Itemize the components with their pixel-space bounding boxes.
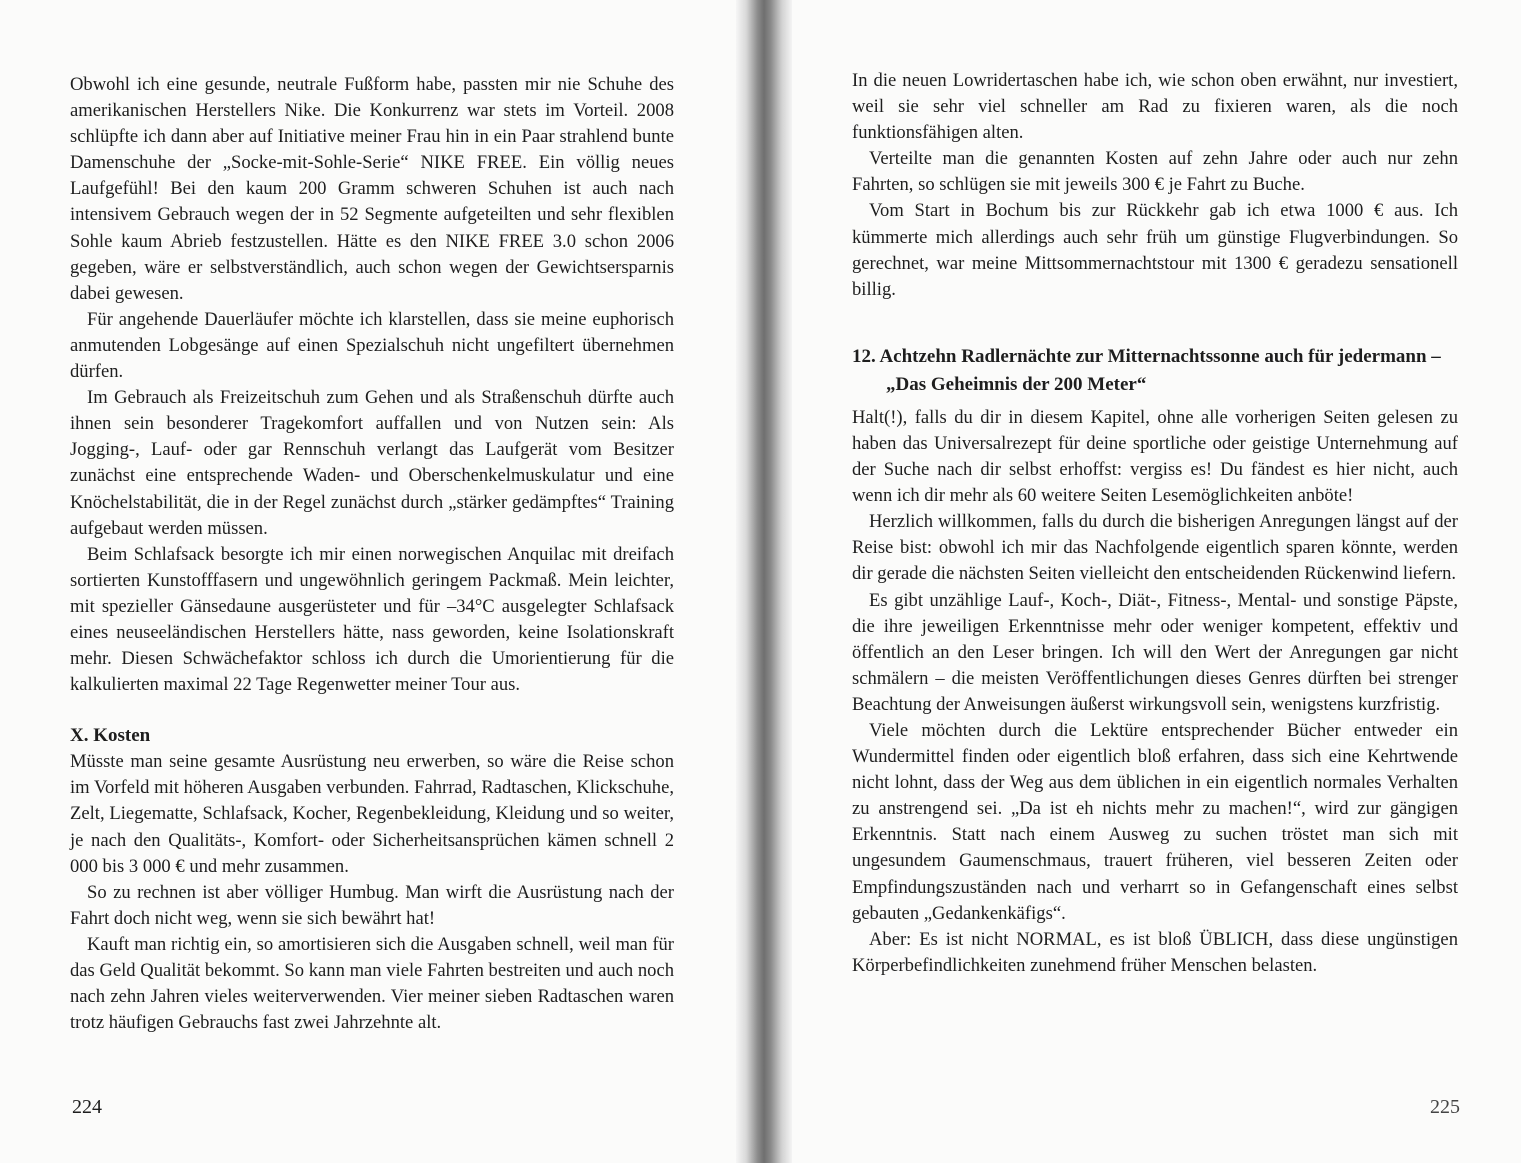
page-number: 224 [72, 1096, 102, 1118]
paragraph: Verteilte man die genannten Kosten auf zehn Jahre oder auch nur zehn Fahrten, so schlügen sie mit jeweils 300 € je Fahrt zu Buche. [852, 148, 1458, 196]
chapter-heading: 12. Achtzehn Radlernächte zur Mitternachtssonne auch für jedermann – „Das Geheimnis der 200 Meter“ [852, 345, 1441, 395]
paragraph: Müsste man seine gesamte Ausrüstung neu erwerben, so wäre die Reise schon im Vorfeld mit höheren Ausgaben verbunden. Fahrrad, Radtaschen, Klickschuhe, Zelt, Liegematte, Schlafsack, Kocher, Regenbekleidung, Kleidung und so weiter, je nach den Qualitäts-, Komfort- oder Sicherheitsansprüchen kämen schnell 2 000 bis 3 000 € und mehr zusammen. [70, 751, 674, 877]
paragraph: Im Gebrauch als Freizeitschuh zum Gehen und als Straßenschuh dürfte auch ihnen sein besonderer Tragekomfort auffallen und von Nutzen sein: Als Jogging-, Lauf- oder gar Rennschuh verlangt das Laufgerät vom Besitzer zunächst eine entsprechende Waden- und Oberschenkelmuskulatur und eine Knöchelstabilität, die in der Regel zunächst durch „stärker gedämpftes“ Training aufgebaut werden müssen. [70, 387, 674, 539]
paragraph: Kauft man richtig ein, so amortisieren sich die Ausgaben schnell, weil man für das Geld Qualität bekommt. So kann man viele Fahrten bestreiten und auch noch nach zehn Jahren vieles weiterverwenden. Vier meiner sieben Radtaschen waren trotz häufigen Gebrauchs fast zwei Jahrzehnte alt. [70, 933, 674, 1034]
paragraph: Viele möchten durch die Lektüre entsprechender Bücher entweder ein Wundermittel finden oder eigentlich bloß erfahren, dass sich eine Kehrtwende nicht lohnt, dass der Weg aus dem üblichen in ein eigentlich normales Verhalten zu anstrengend sei. „Da ist eh nichts mehr zu machen!“, wird zur gängigen Erkenntnis. Statt nach einem Ausweg zu suchen tröstet man sich mit ungesundem Gaumenschmaus, trauert früheren, viel besseren Zeiten oder Empfindungszuständen nach und verharrt so in Gefangenschaft eines selbst gebauten „Gedankenkäfigs“. [852, 719, 1458, 924]
paragraph: Aber: Es ist nicht NORMAL, es ist bloß ÜBLICH, dass diese ungünstigen Körperbefindlichkeiten zunehmend früher Menschen belasten. [852, 928, 1458, 976]
section-heading: X. Kosten [70, 725, 151, 747]
paragraph: Obwohl ich eine gesunde, neutrale Fußform habe, passten mir nie Schuhe des amerikanischen Herstellers Nike. Die Konkurrenz war stets im Vorteil. 2008 schlüpfte ich dann aber auf Initiative meiner Frau hin in ein Paar strahlend bunte Damenschuhe der „Socke-mit-Sohle-Serie“ NIKE FREE. Ein völlig neues Laufgefühl! Bei den kaum 200 Gramm schweren Schuhen ist auch nach intensivem Gebrauch wegen der in 52 Segmente aufgeteilten und sehr flexiblen Sohle kaum Abrieb festzustellen. Hätte es den NIKE FREE 3.0 schon 2006 gegeben, wäre er selbstverständlich, auch schon wegen der Gewichtsersparnis dabei gewesen. [70, 74, 674, 304]
paragraph: Für angehende Dauerläufer möchte ich klarstellen, dass sie meine euphorisch anmutenden Lobgesänge auf einen Spezialschuh nicht ungefiltert übernehmen dürfen. [70, 308, 674, 383]
page-number: 225 [1430, 1096, 1460, 1118]
left-page-text [70, 72, 674, 1036]
book-gutter [736, 0, 792, 1163]
paragraph: Vom Start in Bochum bis zur Rückkehr gab ich etwa 1000 € aus. Ich kümmerte mich allerdings auch sehr früh um günstige Flugverbindungen. So gerechnet, war meine Mittsommernachtstour mit 1300 € geradezu sensationell billig. [852, 200, 1458, 300]
paragraph: Halt(!), falls du dir in diesem Kapitel, ohne alle vorherigen Seiten gelesen zu haben das Universalrezept für deine sportliche oder geistige Unternehmung auf der Suche nach dir selbst erhoffst: vergiss es! Du fändest es hier nicht, auch wenn ich dir mehr als 60 weitere Seiten Lesemöglichkeiten anböte! [852, 406, 1458, 507]
paragraph: Herzlich willkommen, falls du durch die bisherigen Anregungen längst auf der Reise bist: obwohl ich mir das Nachfolgende eigentlich sparen könnte, werden dir gerade die nächsten Seiten vielleicht den entscheidenden Rückenwind liefern. [852, 511, 1458, 585]
paragraph: Beim Schlafsack besorgte ich mir einen norwegischen Anquilac mit dreifach sortierten Kunstofffasern und ungewöhnlich geringem Packmaß. Mein leichter, mit spezieller Gänsedaune ausgerüsteter und für –34°C ausgelegter Schlafsack eines neuseeländischen Herstellers hätte, nass geworden, keine Isolationskraft mehr. Diesen Schwächefaktor schloss ich durch die Umorientierung für die kalkulierten maximal 22 Tage Regenwetter meiner Tour aus. [70, 543, 674, 696]
paragraph: In die neuen Lowridertaschen habe ich, wie schon oben erwähnt, nur investiert, weil sie sehr viel schneller am Rad zu fixieren waren, als die noch funktionsfähigen alten. [852, 70, 1458, 144]
right-page-text [852, 68, 1458, 979]
paragraph: So zu rechnen ist aber völliger Humbug. Man wirft die Ausrüstung nach der Fahrt doch nicht weg, wenn sie sich bewährt hat! [70, 881, 674, 929]
paragraph: Es gibt unzählige Lauf-, Koch-, Diät-, Fitness-, Mental- und sonstige Päpste, die ihre jeweiligen Erkenntnisse mehr oder weniger kompetent, effektiv und öffentlich an den Leser bringen. Ich will den Wert der Anregungen gar nicht schmälern – die meisten Veröffentlichungen dieses Genres dürften bei strenger Beachtung der Anweisungen äußerst wirkungsvoll sein, wenigstens kurzfristig. [852, 589, 1458, 715]
